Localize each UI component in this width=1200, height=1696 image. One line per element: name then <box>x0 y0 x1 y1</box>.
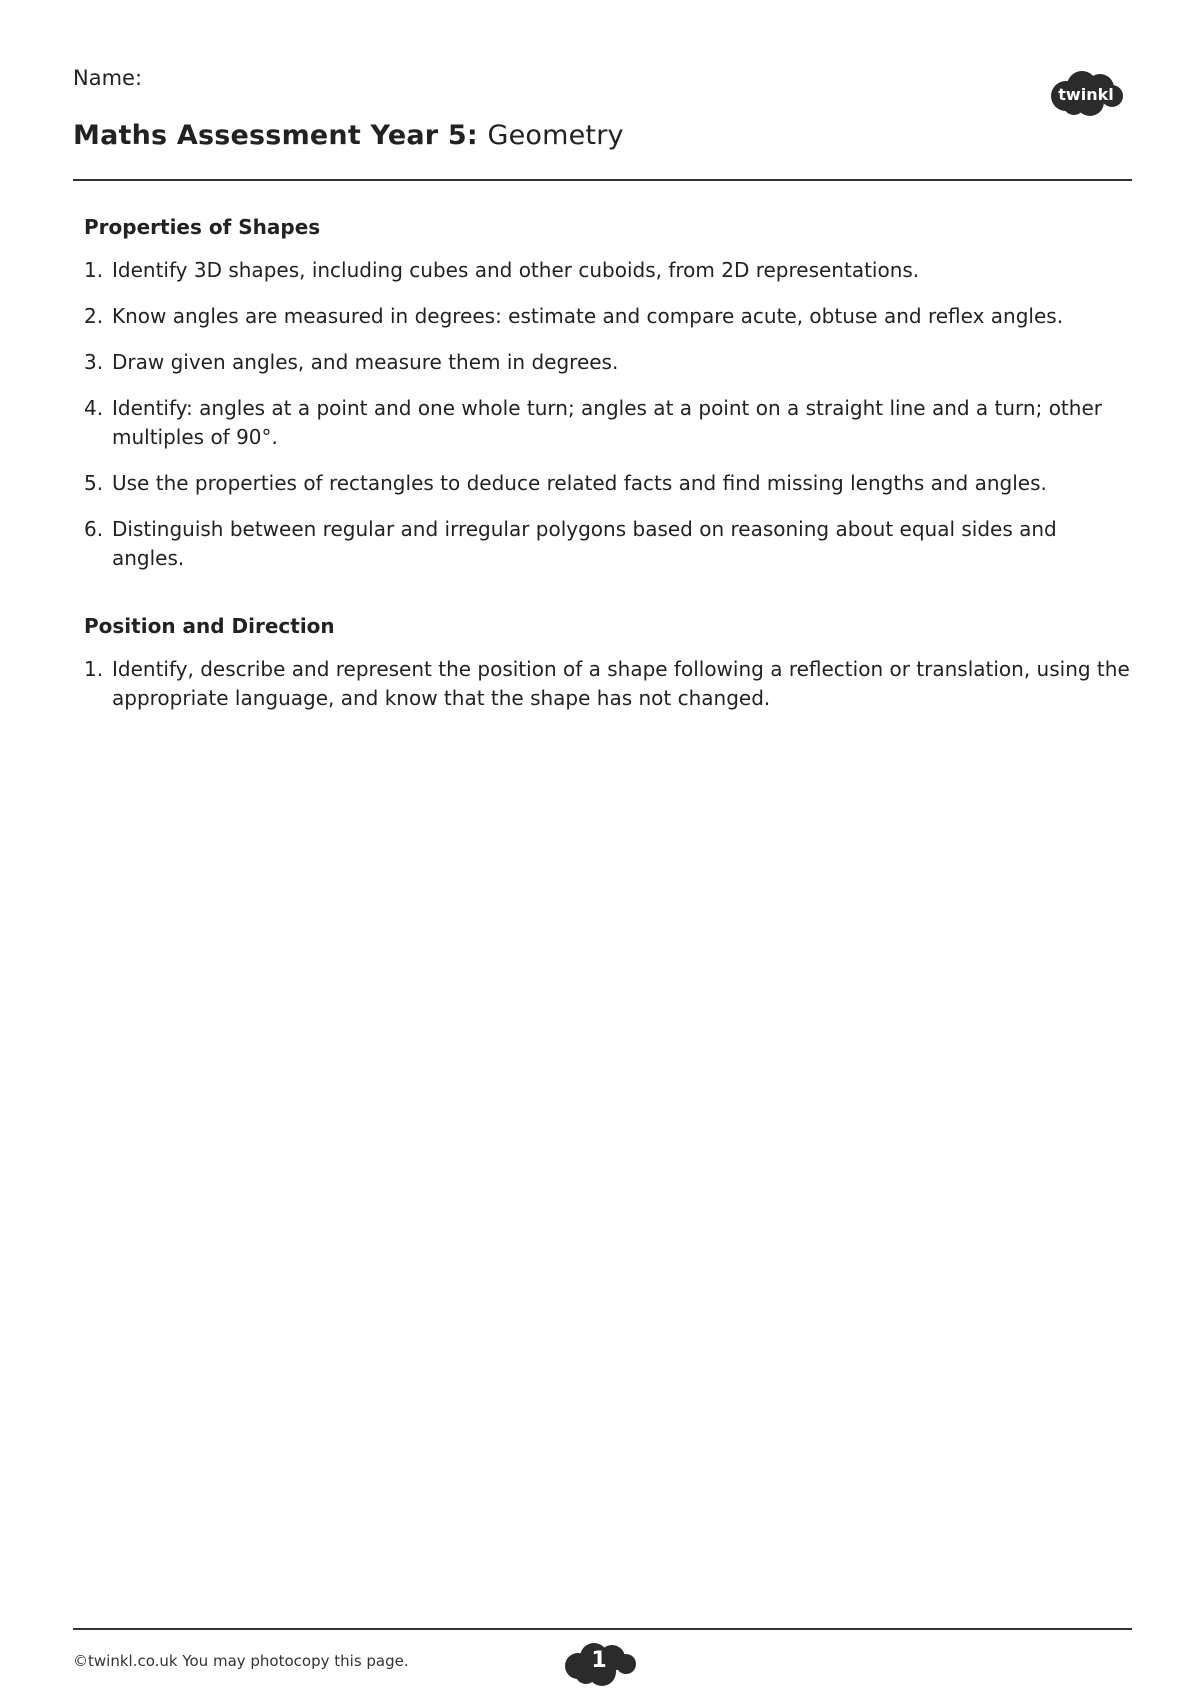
footer-divider <box>73 1628 1132 1630</box>
objective-item <box>84 655 1134 713</box>
objective-number: 1. <box>84 258 104 282</box>
objective-item <box>84 469 1134 498</box>
objective-item <box>84 256 1134 285</box>
objective-text: Know angles are measured in degrees: estimate and compare acute, obtuse and reflex angles. <box>112 304 1064 328</box>
logo-text: twinkl <box>1058 85 1114 104</box>
name-label: Name: <box>73 66 143 90</box>
objective-item <box>84 394 1134 452</box>
objective-number: 6. <box>84 517 104 541</box>
objective-number: 4. <box>84 396 104 420</box>
page-title <box>73 120 624 151</box>
objective-number: 5. <box>84 471 104 495</box>
objective-text: Draw given angles, and measure them in degrees. <box>112 350 619 374</box>
objective-text: Use the properties of rectangles to deduce related facts and find missing lengths and angles. <box>112 471 1047 495</box>
twinkl-logo <box>1046 68 1126 118</box>
objective-list <box>84 655 1134 713</box>
section-heading: Position and Direction <box>84 614 335 638</box>
copyright-notice: ©twinkl.co.uk You may photocopy this page. <box>73 1652 409 1670</box>
objective-number: 2. <box>84 304 104 328</box>
objective-text: Distinguish between regular and irregular polygons based on reasoning about equal sides and angles. <box>112 517 1057 570</box>
objective-item <box>84 348 1134 377</box>
objective-number: 3. <box>84 350 104 374</box>
objective-number: 1. <box>84 657 104 681</box>
objective-text: Identify: angles at a point and one whole turn; angles at a point on a straight line and a turn; other multiples of 90°. <box>112 396 1102 449</box>
page-number: 1 <box>591 1648 607 1673</box>
title-main: Maths Assessment Year 5: <box>73 120 478 151</box>
title-topic: Geometry <box>487 120 624 151</box>
document-body <box>84 212 1134 713</box>
section-heading: Properties of Shapes <box>84 215 321 239</box>
objective-item <box>84 302 1134 331</box>
objective-text: Identify, describe and represent the position of a shape following a reflection or translation, using the appropriate language, and know that the shape has not changed. <box>112 657 1130 710</box>
objective-item <box>84 515 1134 573</box>
section-properties-of-shapes <box>84 212 1134 573</box>
section-position-and-direction <box>84 611 1134 713</box>
section-spacer <box>84 573 1134 611</box>
objective-text: Identify 3D shapes, including cubes and other cuboids, from 2D representations. <box>112 258 920 282</box>
objective-list <box>84 256 1134 573</box>
header-divider <box>73 179 1132 181</box>
